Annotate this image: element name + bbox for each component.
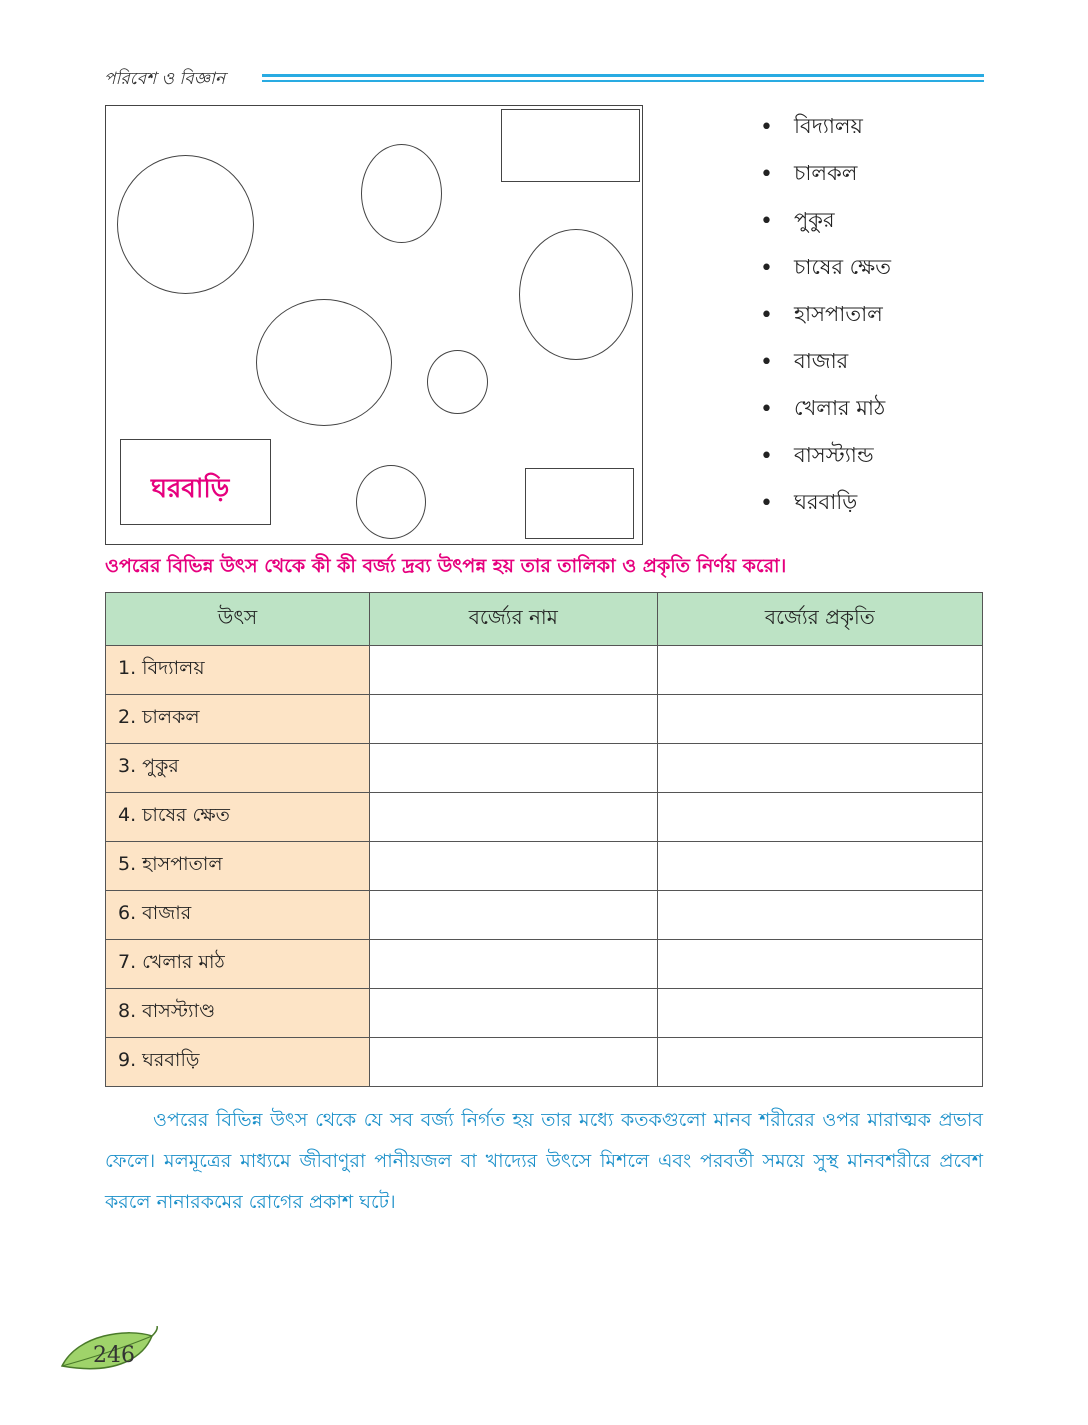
header-title: পরিবেশ ও বিজ্ঞান — [104, 69, 226, 89]
source-cell: 4. চাষের ক্ষেত — [106, 793, 370, 842]
table-row — [106, 842, 983, 891]
waste-nature-cell[interactable] — [657, 793, 982, 842]
source-cell: 7. খেলার মাঠ — [106, 940, 370, 989]
map-ellipse-3 — [519, 229, 633, 360]
waste-table — [105, 592, 983, 1087]
waste-name-cell[interactable] — [369, 695, 657, 744]
waste-name-cell[interactable] — [369, 989, 657, 1038]
map-ellipse-4 — [256, 299, 392, 426]
list-item: • বাজার — [760, 349, 849, 375]
house-label: ঘরবাড়ি — [151, 474, 230, 504]
waste-name-cell[interactable] — [369, 842, 657, 891]
source-cell: 1. বিদ্যালয় — [106, 646, 370, 695]
list-item: • বিদ্যালয় — [760, 114, 863, 140]
map-ellipse-6 — [356, 465, 426, 539]
source-cell: 8. বাসস্ট্যাণ্ড — [106, 989, 370, 1038]
header-source: উৎস — [106, 593, 370, 646]
waste-name-cell[interactable] — [369, 646, 657, 695]
source-list — [760, 104, 891, 527]
waste-name-cell[interactable] — [369, 891, 657, 940]
list-item: • চালকল — [760, 161, 858, 187]
table-header-row — [106, 593, 983, 646]
list-item: • পুকুর — [760, 208, 835, 234]
waste-nature-cell[interactable] — [657, 744, 982, 793]
list-item: • বাসস্ট্যান্ড — [760, 443, 874, 469]
table-row — [106, 940, 983, 989]
table-row — [106, 793, 983, 842]
waste-nature-cell[interactable] — [657, 646, 982, 695]
source-cell: 2. চালকল — [106, 695, 370, 744]
waste-name-cell[interactable] — [369, 940, 657, 989]
instruction-text: ওপরের বিভিন্ন উৎস থেকে কী কী বর্জ্য দ্রব্য উৎপন্ন হয় তার তালিকা ও প্রকৃতি নির্ণয় করো। — [105, 555, 787, 577]
waste-name-cell[interactable] — [369, 793, 657, 842]
list-item: • হাসপাতাল — [760, 302, 883, 328]
waste-nature-cell[interactable] — [657, 940, 982, 989]
source-cell: 6. বাজার — [106, 891, 370, 940]
waste-nature-cell[interactable] — [657, 842, 982, 891]
body-paragraph: ওপরের বিভিন্ন উৎস থেকে যে সব বর্জ্য নির্গত হয় তার মধ্যে কতকগুলো মানব শরীরের ওপর মারাত্মক প্রভাব ফেলে। মলমূত্রের মাধ্যমে জীবাণুরা পানীয়জল বা খাদ্যের উৎসে মিশলে এবং পরবর্তী সময়ে সুস্থ মানবশরীরে প্রবেশ করলে নানারকমের রোগের প্রকাশ ঘটে। — [105, 1109, 983, 1213]
header-waste-nature: বর্জ্যের প্রকৃতি — [657, 593, 982, 646]
waste-nature-cell[interactable] — [657, 1038, 982, 1087]
list-item: • ঘরবাড়ি — [760, 490, 858, 516]
waste-nature-cell[interactable] — [657, 989, 982, 1038]
waste-nature-cell[interactable] — [657, 695, 982, 744]
map-house-box — [120, 439, 271, 525]
map-ellipse-1 — [117, 155, 254, 294]
source-cell: 9. ঘরবাড়ি — [106, 1038, 370, 1087]
source-cell: 3. পুকুর — [106, 744, 370, 793]
table-row — [106, 744, 983, 793]
map-diagram — [105, 105, 643, 545]
waste-name-cell[interactable] — [369, 744, 657, 793]
list-item: • চাষের ক্ষেত — [760, 255, 891, 281]
table-row — [106, 1038, 983, 1087]
waste-name-cell[interactable] — [369, 1038, 657, 1087]
page-number: 246 — [93, 1343, 135, 1368]
table-row — [106, 695, 983, 744]
map-ellipse-2 — [361, 144, 442, 243]
table-row — [106, 646, 983, 695]
list-item: • খেলার মাঠ — [760, 396, 886, 422]
map-rectangle-bottom-right — [525, 468, 634, 539]
waste-nature-cell[interactable] — [657, 891, 982, 940]
map-ellipse-5 — [427, 350, 488, 414]
table-row — [106, 989, 983, 1038]
map-rectangle-top-right — [501, 109, 640, 182]
source-cell: 5. হাসপাতাল — [106, 842, 370, 891]
header-rule — [262, 74, 984, 85]
header-waste-name: বর্জ্যের নাম — [369, 593, 657, 646]
table-row — [106, 891, 983, 940]
